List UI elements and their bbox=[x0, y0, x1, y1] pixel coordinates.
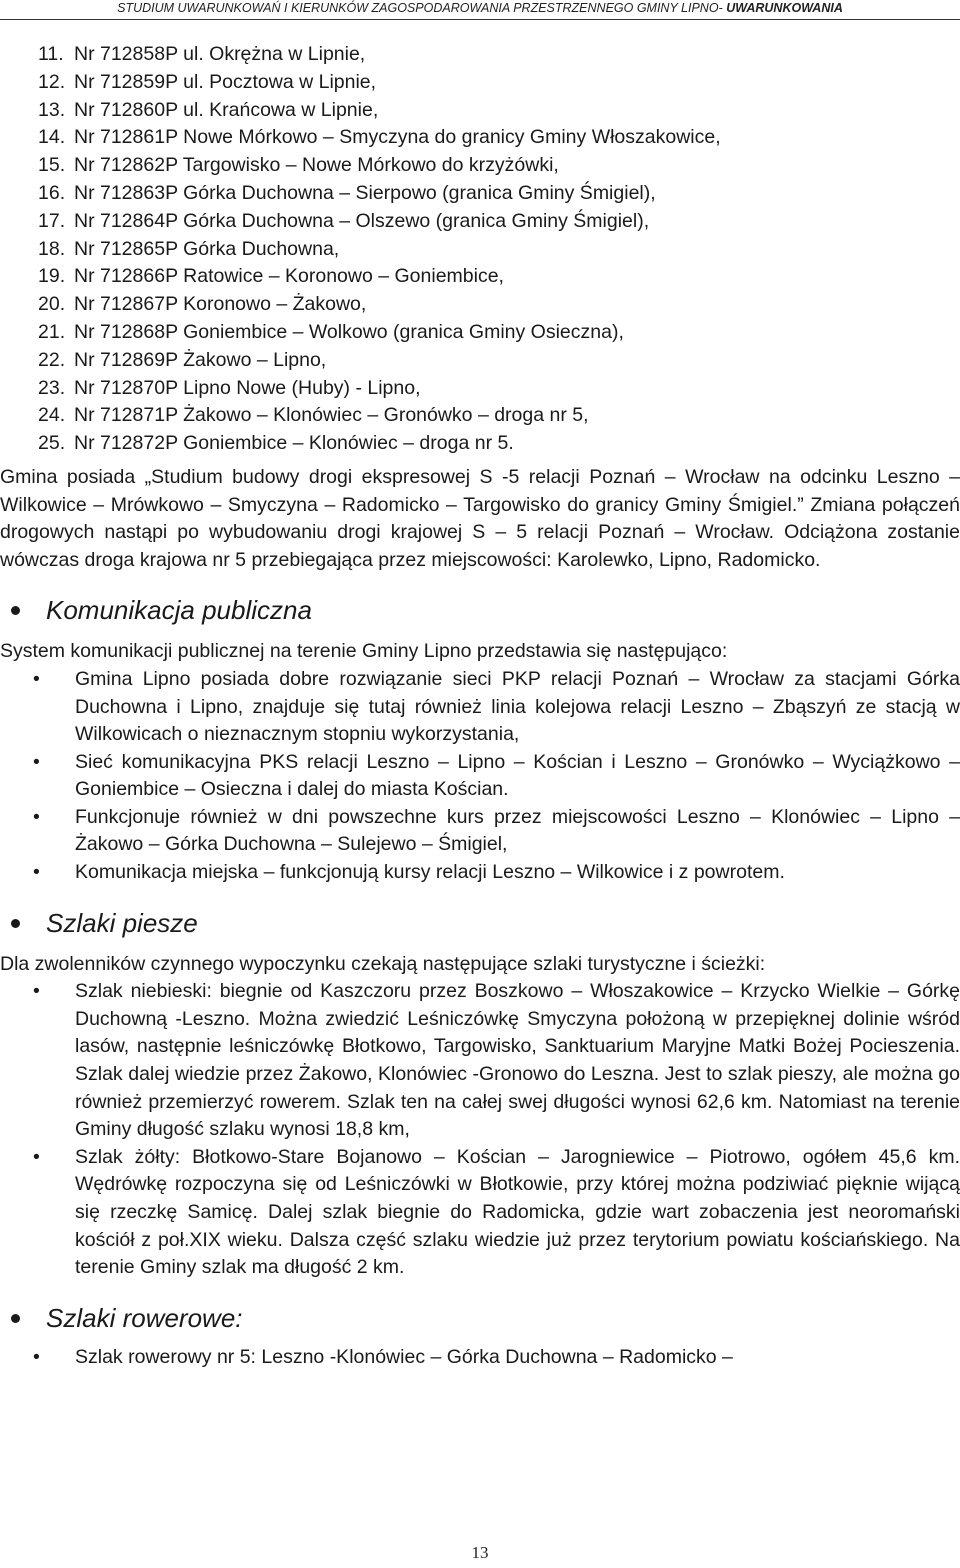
bullet-icon: • bbox=[33, 1145, 40, 1168]
list-number: 21. bbox=[38, 320, 66, 343]
bullet-dot-icon bbox=[11, 1314, 20, 1323]
section-title: Szlaki piesze bbox=[46, 907, 198, 938]
list-item bbox=[0, 978, 960, 1144]
list-text: Nr 712865P Górka Duchowna, bbox=[74, 237, 340, 260]
list-text: Szlak żółty: Błotkowo-Stare Bojanowo – Kościan – Jarogniewice – Piotrowo, ogółem 45,6 km. Wędrówkę rozpoczyna się od Leśniczówki w Błotkowie, przy której można podziwiać pięknie wijącą się rzeczkę Samicę. Dalej szlak biegnie do Radomicka, gdzie wart zobaczenia jest neoromański kościół z poł.XIX wieku. Dalsza część szlaku wiedzie już przez terytorium powiatu kościańskiego. Na terenie Gminy szlak ma długość 2 km. bbox=[75, 1145, 960, 1279]
list-item bbox=[0, 319, 960, 347]
bullet-icon: • bbox=[33, 861, 40, 884]
list-text: Szlak niebieski: biegnie od Kaszczoru przez Boszkowo – Włoszakowice – Krzycko Wielkie – Górkę Duchowną -Leszno. Można zwiedzić Leśniczówkę Smyczyna położoną w przepięknej dolinie wśród lasów, następnie leśniczówkę Błotkowo, Targowisko, Sanktuarium Maryjne Matki Bożej Pocieszenia. Szlak dalej wiedzie przez Żakowo, Klonówiec -Gronowo do Leszna. Jest to szlak pieszy, ale można go również przemierzyć rowerem. Szlak ten na całej swej długości wynosi 62,6 km. Natomiast na terenie Gminy długość szlaku wynosi 18,8 km, bbox=[75, 980, 960, 1141]
list-number: 25. bbox=[38, 432, 66, 455]
section-intro: System komunikacji publicznej na terenie Gminy Lipno przedstawia się następująco: bbox=[0, 640, 728, 663]
list-text: Nr 712871P Żakowo – Klonówiec – Gronówko – droga nr 5, bbox=[74, 404, 589, 427]
document-body bbox=[0, 41, 960, 1371]
list-text: Szlak rowerowy nr 5: Leszno -Klonówiec – Górka Duchowna – Radomicko – bbox=[75, 1345, 733, 1368]
hiking-trails-list bbox=[0, 978, 960, 1282]
list-text: Nr 712863P Górka Duchowna – Sierpowo (granica Gminy Śmigiel), bbox=[74, 181, 656, 204]
list-number: 12. bbox=[38, 70, 66, 93]
list-text: Nr 712866P Ratowice – Koronowo – Goniembice, bbox=[74, 265, 504, 288]
running-header bbox=[0, 0, 960, 20]
list-number: 11. bbox=[38, 43, 64, 65]
list-text: Nr 712862P Targowisko – Nowe Mórkowo do krzyżówki, bbox=[74, 154, 559, 177]
list-item bbox=[0, 804, 960, 859]
list-text: Nr 712867P Koronowo – Żakowo, bbox=[74, 293, 367, 316]
list-number: 13. bbox=[38, 98, 66, 121]
list-item bbox=[0, 402, 960, 430]
list-item bbox=[0, 152, 960, 180]
bullet-icon: • bbox=[33, 750, 40, 773]
section-title: Szlaki rowerowe: bbox=[46, 1302, 243, 1333]
list-text: Nr 712858P ul. Okrężna w Lipnie, bbox=[74, 43, 366, 65]
list-item bbox=[0, 97, 960, 125]
list-number: 18. bbox=[38, 237, 66, 260]
list-item bbox=[0, 1144, 960, 1282]
page-number: 13 bbox=[471, 1543, 489, 1562]
road-list bbox=[0, 41, 960, 458]
list-number: 22. bbox=[38, 348, 66, 371]
running-header-title: STUDIUM UWARUNKOWAŃ I KIERUNKÓW ZAGOSPODAROWANIA PRZESTRZENNEGO GMINY LIPNO- bbox=[117, 1, 727, 15]
list-item bbox=[0, 291, 960, 319]
list-number: 16. bbox=[38, 181, 66, 204]
list-number: 23. bbox=[38, 376, 66, 399]
list-text: Funkcjonuje również w dni powszechne kurs przez miejscowości Leszno – Klonówiec – Lipno – Żakowo – Górka Duchowna – Sulejewo – Śmigiel, bbox=[75, 805, 960, 856]
bullet-icon: • bbox=[33, 805, 40, 828]
list-number: 19. bbox=[38, 265, 66, 288]
list-item bbox=[0, 236, 960, 264]
bullet-icon: • bbox=[33, 980, 40, 1003]
list-text: Nr 712869P Żakowo – Lipno, bbox=[74, 348, 327, 371]
list-item bbox=[0, 69, 960, 97]
section-heading-hiking bbox=[0, 903, 960, 943]
section-title: Komunikacja publiczna bbox=[46, 595, 312, 626]
list-number: 14. bbox=[38, 126, 66, 149]
list-text: Nr 712864P Górka Duchowna – Olszewo (granica Gminy Śmigiel), bbox=[74, 209, 650, 232]
list-item bbox=[0, 859, 960, 887]
list-text: Gmina Lipno posiada dobre rozwiązanie sieci PKP relacji Poznań – Wrocław za stacjami Górka Duchowna i Lipno, znajduje się tutaj również linia kolejowa relacji Leszno – Zbąszyń ze stacją w Wilkowicach o nieznacznym stopniu wykorzystania, bbox=[75, 667, 960, 746]
list-item bbox=[0, 1344, 960, 1372]
list-item bbox=[0, 263, 960, 291]
header-rule bbox=[0, 19, 960, 20]
list-text: Nr 712860P ul. Krańcowa w Lipnie, bbox=[74, 98, 379, 121]
list-item bbox=[0, 347, 960, 375]
bullet-icon: • bbox=[33, 667, 40, 690]
running-header-section: UWARUNKOWANIA bbox=[726, 1, 843, 15]
list-item bbox=[0, 666, 960, 749]
list-text: Nr 712859P ul. Pocztowa w Lipnie, bbox=[74, 70, 377, 93]
public-transport-list bbox=[0, 666, 960, 887]
bullet-dot-icon bbox=[11, 919, 20, 928]
list-text: Sieć komunikacyjna PKS relacji Leszno – Lipno – Kościan i Leszno – Gronówko – Wyciążkowo – Goniembice – Osieczna i dalej do miasta Kościan. bbox=[75, 750, 960, 801]
list-item bbox=[0, 375, 960, 403]
list-item bbox=[0, 208, 960, 236]
list-text: Nr 712868P Goniembice – Wolkowo (granica Gminy Osieczna), bbox=[74, 320, 624, 343]
paragraph-expressway: Gmina posiada „Studium budowy drogi ekspresowej S -5 relacji Poznań – Wrocław na odcinku Leszno – Wilkowice – Mrówkowo – Smyczyna – Radomicko – Targowisko do granicy Gminy Śmigiel.” Zmiana połączeń drogowych nastąpi po wybudowaniu drogi krajowej S – 5 relacji Poznań – Wrocław. Odciążona zostanie wówczas droga krajowa nr 5 przebiegająca przez miejscowości: Karolewko, Lipno, Radomicko. bbox=[0, 465, 960, 571]
list-item bbox=[0, 180, 960, 208]
list-item bbox=[0, 124, 960, 152]
bullet-icon: • bbox=[33, 1345, 40, 1368]
list-number: 20. bbox=[38, 293, 66, 316]
list-number: 15. bbox=[38, 154, 66, 177]
list-item bbox=[0, 41, 960, 69]
list-number: 17. bbox=[38, 209, 66, 232]
section-heading-cycling bbox=[0, 1298, 960, 1338]
cycling-trails-list bbox=[0, 1344, 960, 1372]
section-intro: Dla zwolenników czynnego wypoczynku czekają następujące szlaki turystyczne i ścieżki: bbox=[0, 952, 766, 975]
section-heading-public-transport bbox=[0, 590, 960, 630]
list-text: Nr 712870P Lipno Nowe (Huby) - Lipno, bbox=[74, 376, 421, 399]
list-text: Komunikacja miejska – funkcjonują kursy relacji Leszno – Wilkowice i z powrotem. bbox=[75, 861, 785, 884]
list-text: Nr 712872P Goniembice – Klonówiec – droga nr 5. bbox=[74, 432, 514, 455]
list-item bbox=[0, 749, 960, 804]
list-text: Nr 712861P Nowe Mórkowo – Smyczyna do granicy Gminy Włoszakowice, bbox=[74, 126, 721, 149]
list-item bbox=[0, 430, 960, 458]
bullet-dot-icon bbox=[11, 606, 20, 615]
list-number: 24. bbox=[38, 404, 66, 427]
